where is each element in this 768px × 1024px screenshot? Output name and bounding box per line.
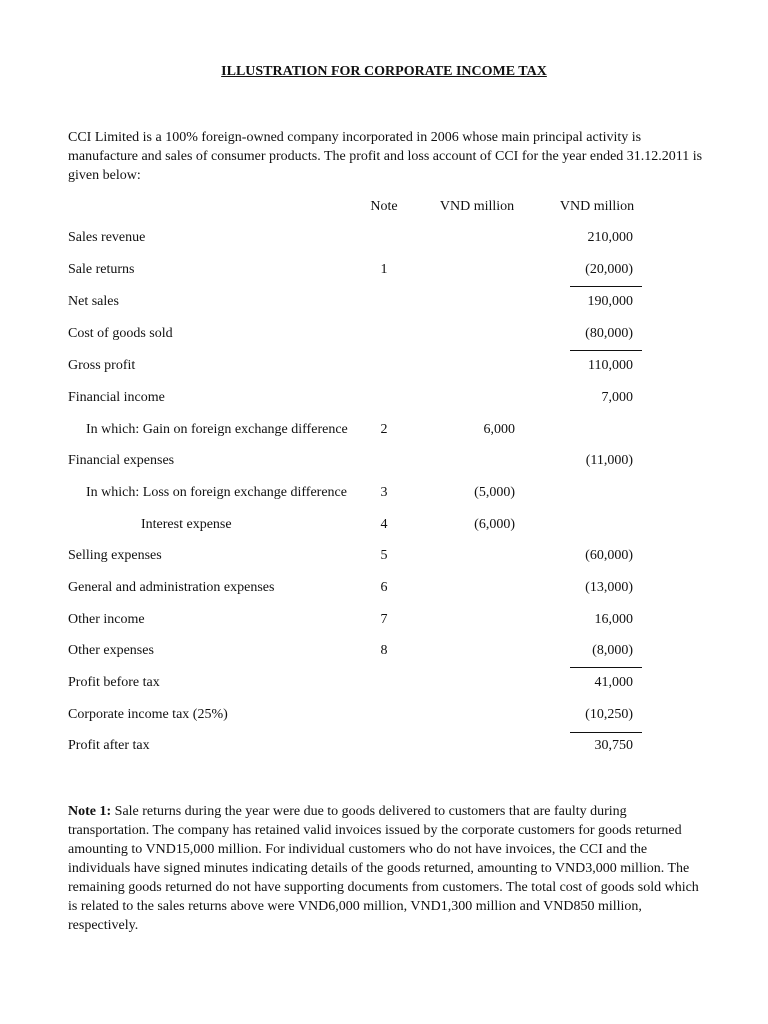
- row-value-2: (20,000): [585, 262, 633, 277]
- row-label: Other expenses: [68, 643, 154, 658]
- table-row: [0, 262, 768, 284]
- row-note: 1: [380, 262, 388, 277]
- table-row: [0, 517, 768, 539]
- row-note: 4: [380, 517, 388, 532]
- row-value-2: 190,000: [587, 294, 633, 309]
- table-row: [0, 707, 768, 729]
- row-label: Cost of goods sold: [68, 326, 173, 341]
- row-value-2: (8,000): [592, 643, 633, 658]
- table-row: [0, 453, 768, 475]
- row-value-2: (10,250): [585, 707, 633, 722]
- row-label: Corporate income tax (25%): [68, 707, 228, 722]
- row-value-1: (6,000): [474, 517, 515, 532]
- row-label: Financial expenses: [68, 453, 175, 468]
- note-1-paragraph: [68, 802, 710, 935]
- row-note: 3: [380, 485, 388, 500]
- row-label: Selling expenses: [68, 548, 162, 563]
- row-value-1: 6,000: [483, 422, 515, 437]
- row-label: Net sales: [68, 294, 119, 309]
- row-value-2: 16,000: [594, 612, 633, 627]
- table-row: [0, 358, 768, 380]
- table-row: [0, 326, 768, 348]
- row-value-2: 41,000: [594, 675, 633, 690]
- row-value-2: (13,000): [585, 580, 633, 595]
- row-value-2: (60,000): [585, 548, 633, 563]
- table-row: [0, 548, 768, 570]
- note-1-heading: Note 1:: [68, 804, 112, 819]
- row-value-2: (11,000): [585, 453, 633, 468]
- row-label: Interest expense: [141, 517, 232, 532]
- table-row: [0, 294, 768, 316]
- table-row: [0, 675, 768, 697]
- table-row: [0, 738, 768, 760]
- row-label: Sales revenue: [68, 230, 146, 245]
- row-value-2: 110,000: [588, 358, 633, 373]
- table-row: [0, 230, 768, 252]
- row-label: Profit before tax: [68, 675, 160, 690]
- row-value-1: (5,000): [474, 485, 515, 500]
- header-vnd-million-2: VND million: [559, 199, 635, 214]
- row-note: 8: [380, 643, 388, 658]
- table-row: [0, 485, 768, 507]
- row-value-2: 210,000: [587, 230, 633, 245]
- row-note: 5: [380, 548, 388, 563]
- note-1-text: Sale returns during the year were due to goods delivered to customers that are faulty during transportation. The company has retained valid invoices issued by the corporate customers for goods returned amounting to VND15,000 million. For individual customers who do not have invoices, the CCI and the individuals have signed minutes indicating details of the goods returned, amounting to VND3,000 million. The remaining goods returned do not have supporting documents from customers. The total cost of goods sold which is related to the sales returns above were VND6,000 million, VND1,300 million and VND850 million, respectively.: [68, 804, 699, 933]
- row-value-2: 30,750: [594, 738, 633, 753]
- table-row: [0, 422, 768, 444]
- row-note: 7: [380, 612, 388, 627]
- row-label: Gross profit: [68, 358, 136, 373]
- row-label: Profit after tax: [68, 738, 150, 753]
- row-label: Financial income: [68, 390, 165, 405]
- table-row: [0, 643, 768, 665]
- subtotal-rule: [570, 667, 642, 668]
- table-row: [0, 580, 768, 602]
- header-vnd-million-1: VND million: [439, 199, 515, 214]
- row-value-2: (80,000): [585, 326, 633, 341]
- table-row: [0, 390, 768, 412]
- intro-paragraph: CCI Limited is a 100% foreign-owned company incorporated in 2006 whose main principal activity is manufacture and sales of consumer products. The profit and loss account of CCI for the year ended 31.12.2011 is given below:: [68, 130, 703, 183]
- row-note: 6: [380, 580, 388, 595]
- subtotal-rule: [570, 350, 642, 351]
- row-label: Other income: [68, 612, 145, 627]
- row-label: In which: Gain on foreign exchange difference: [86, 422, 348, 437]
- row-label: General and administration expenses: [68, 580, 275, 595]
- document-title: ILLUSTRATION FOR CORPORATE INCOME TAX: [221, 64, 547, 79]
- table-row: [0, 612, 768, 634]
- subtotal-rule: [570, 286, 642, 287]
- row-value-2: 7,000: [601, 390, 633, 405]
- header-note: Note: [370, 199, 398, 214]
- subtotal-rule: [570, 732, 642, 733]
- row-label: In which: Loss on foreign exchange difference: [86, 485, 347, 500]
- row-label: Sale returns: [68, 262, 135, 277]
- row-note: 2: [380, 422, 388, 437]
